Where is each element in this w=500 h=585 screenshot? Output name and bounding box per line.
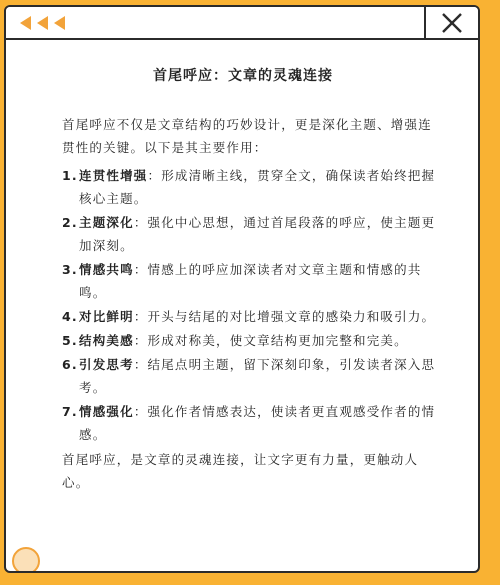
item-separator: ： bbox=[133, 215, 148, 230]
play-left-icon bbox=[54, 16, 65, 30]
close-icon bbox=[440, 11, 464, 35]
item-text bbox=[79, 305, 442, 328]
item-number: 3. bbox=[62, 262, 78, 277]
item-number: 2. bbox=[62, 215, 78, 230]
article-title: 首尾呼应：文章的灵魂连接 bbox=[153, 68, 333, 84]
list-item bbox=[62, 329, 442, 352]
item-description: 形成对称美，使文章结构更加完整和完美。 bbox=[147, 333, 408, 348]
item-description: 强化中心思想，通过首尾段落的呼应，使主题更加深刻。 bbox=[79, 215, 436, 253]
item-number: 5. bbox=[62, 333, 78, 348]
closing-paragraph: 首尾呼应，是文章的灵魂连接，让文字更有力量，更触动人心。 bbox=[62, 452, 419, 490]
article-body bbox=[62, 65, 442, 494]
list-item bbox=[62, 305, 442, 328]
item-separator: ： bbox=[133, 309, 148, 324]
item-description: 结尾点明主题，留下深刻印象，引发读者深入思考。 bbox=[79, 357, 436, 395]
item-term: 结构美感 bbox=[79, 333, 134, 348]
item-separator: ： bbox=[133, 262, 148, 277]
list-item bbox=[62, 258, 442, 304]
item-separator: ： bbox=[133, 357, 148, 372]
item-text bbox=[79, 164, 442, 210]
list-item bbox=[62, 353, 442, 399]
item-description: 形成清晰主线，贯穿全文，确保读者始终把握核心主题。 bbox=[79, 168, 436, 206]
item-term: 引发思考 bbox=[79, 357, 134, 372]
item-number: 1. bbox=[62, 168, 78, 183]
list-item bbox=[62, 400, 442, 446]
item-text bbox=[79, 258, 442, 304]
item-term: 主题深化 bbox=[79, 215, 134, 230]
item-text bbox=[79, 329, 442, 352]
item-number: 6. bbox=[62, 357, 78, 372]
window-titlebar bbox=[6, 7, 478, 40]
item-separator: ： bbox=[147, 168, 162, 183]
item-term: 连贯性增强 bbox=[79, 168, 148, 183]
item-text bbox=[79, 353, 442, 399]
item-term: 情感强化 bbox=[79, 404, 134, 419]
item-description: 情感上的呼应加深读者对文章主题和情感的共鸣。 bbox=[79, 262, 422, 300]
arrow-group bbox=[20, 16, 65, 30]
content-card bbox=[4, 5, 480, 573]
item-term: 情感共鸣 bbox=[79, 262, 134, 277]
close-button[interactable] bbox=[424, 7, 478, 38]
list-item bbox=[62, 211, 442, 257]
item-text bbox=[79, 211, 442, 257]
item-description: 开头与结尾的对比增强文章的感染力和吸引力。 bbox=[147, 309, 436, 324]
intro-paragraph: 首尾呼应不仅是文章结构的巧妙设计，更是深化主题、增强连贯性的关键。以下是其主要作用： bbox=[62, 117, 432, 155]
item-text bbox=[79, 400, 442, 446]
effects-list bbox=[62, 164, 442, 446]
list-item bbox=[62, 164, 442, 210]
item-separator: ： bbox=[133, 333, 148, 348]
play-left-icon bbox=[37, 16, 48, 30]
item-number: 7. bbox=[62, 404, 78, 419]
item-term: 对比鲜明 bbox=[79, 309, 134, 324]
decorative-circle bbox=[12, 547, 40, 573]
item-description: 强化作者情感表达，使读者更直观感受作者的情感。 bbox=[79, 404, 436, 442]
item-separator: ： bbox=[133, 404, 148, 419]
play-left-icon bbox=[20, 16, 31, 30]
item-number: 4. bbox=[62, 309, 78, 324]
